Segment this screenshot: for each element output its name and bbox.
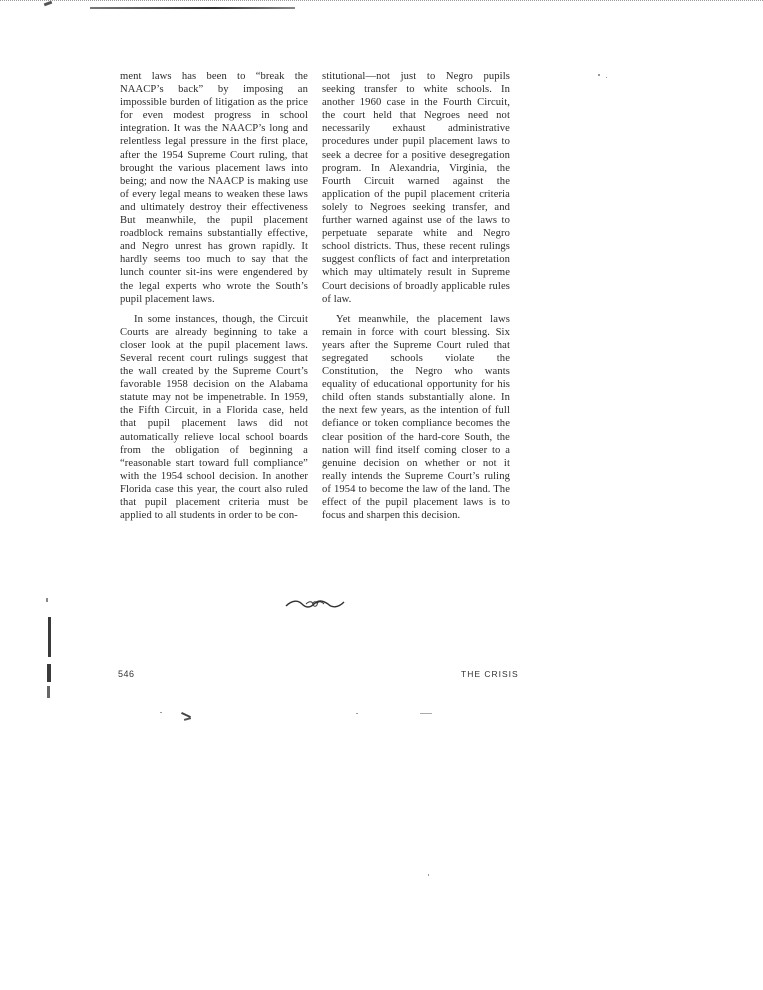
top-edge-dots: [0, 0, 763, 11]
scan-speck: [428, 874, 429, 876]
right-paragraph-2: Yet meanwhile, the placement laws remain in force with court blessing. Six years after the Supreme Court ruled that segregated schools violate the Constitution, the Negro who wants equality of educational opportunity for his child often stands substantially alone. In the next few years, as the intention of full defiance or token compliance becomes the clear position of the hard-core South, the nation will find itself coming closer to a genuine decision on whether or not it really intends the Supreme Court’s ruling of 1954 to become the law of the land. The effect of the pupil placement laws is to focus and sharpen this decision.: [322, 313, 510, 522]
left-paragraph-2: In some instances, though, the Circuit Courts are already beginning to take a closer look at the pupil placement laws. Several recent court rulings suggest that the wall created by the Supreme Court’s favorable 1958 decision on the Alabama statute may not be impenetrable. In 1959, the Fifth Circuit, in a Florida case, held that pupil placement laws did not automatically relieve local school boards from the obligation of beginning a “reasonable start toward full compliance” with the 1954 school decision. In another Florida case this year, the court also ruled that pupil placement criteria must be applied to all students in order to be con-: [120, 313, 308, 522]
scan-speck: [356, 713, 358, 714]
scan-margin-mark: [48, 617, 51, 657]
publication-title: THE CRISIS: [461, 669, 519, 679]
scan-speck: [420, 713, 432, 714]
scan-speck: [160, 712, 162, 713]
scan-margin-mark: [47, 686, 50, 698]
scan-speck: [606, 77, 607, 78]
scan-speck: [184, 717, 191, 721]
page-number: 546: [118, 669, 135, 679]
right-paragraph-1: stitutional—not just to Negro pupils seeking transfer to white schools. In another 1960 case in the Fourth Circuit, the court held that Negroes need not necessarily exhaust administrative procedures under pupil placement laws to seek a decree for a positive desegregation program. In Alexandria, Virginia, the Fourth Circuit warned against the application of the pupil placement criteria solely to Negroes seeking transfer, and further warned against use of the laws to perpetuate separate white and Negro school districts. Thus, these recent rulings suggest conflicts of fact and interpretation which may ultimately result in Supreme Court decisions of broadly applicable rules of law.: [322, 71, 510, 305]
article-column-left: [120, 70, 308, 529]
top-rule: [90, 7, 295, 9]
left-paragraph-1: ment laws has been to “break the NAACP’s back” by imposing an impossible burden of litigation as the price for even modest progress in school integration. It was the NAACP’s long and relentless legal pressure in the first place, after the 1954 Supreme Court ruling, that brought the various placement laws into being; and now the NAACP is making use of every legal means to weaken these laws and ultimately destroy their effectiveness But meanwhile, the pupil placement roadblock remains substantially effective, and Negro unrest has grown rapidly. It hardly seems too much to say that the lunch counter sit-ins were engendered by the legal experts who wrote the South’s pupil placement laws.: [120, 71, 308, 305]
scan-speck: [598, 74, 600, 76]
scan-margin-mark: [47, 664, 51, 682]
article-column-right: [322, 70, 510, 529]
swash-ornament-icon: [284, 597, 346, 611]
scan-margin-mark: [46, 598, 48, 602]
